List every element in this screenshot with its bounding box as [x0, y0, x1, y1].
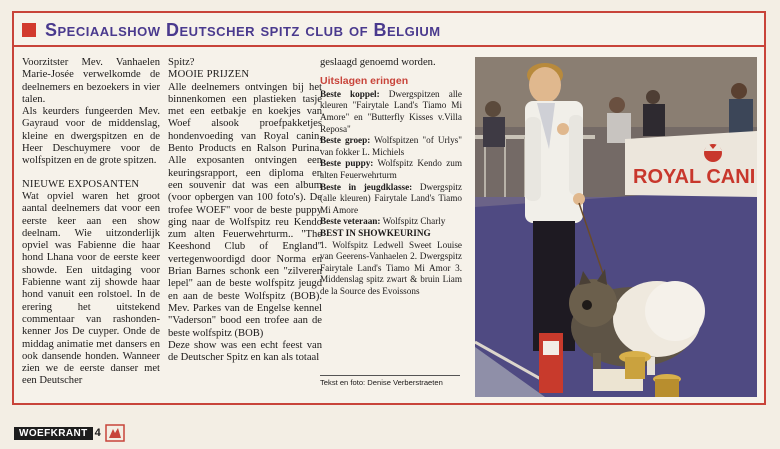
- column-2: [168, 57, 322, 364]
- article-frame: [12, 11, 766, 405]
- magazine-name: WOEFKRANT: [14, 427, 93, 440]
- banner-text: ROYAL CANI: [633, 166, 756, 188]
- results-list: [320, 89, 462, 228]
- intro-paragraph: Voorzitster Mev. Vanhaelen Marie-Josée verwelkomde de deelnemers en bezoekers in vier talen.: [22, 57, 160, 105]
- article-title: Speciaalshow Deutscher spitz club of Belgium: [45, 19, 441, 40]
- show-photo: [475, 57, 757, 397]
- results-heading: Uitslagen eringen: [320, 75, 409, 88]
- title-square-icon: [22, 23, 36, 37]
- best-in-show-text: 1. Wolfspitz Ledwell Sweet Louise van Geerens-Vanhaelen 2. Dwergspitz Fairytale Land's Tiamo Mi Amor 3. Middenslag spitz zwart & bruin Liam de la Source des Evoissons: [320, 239, 462, 296]
- page-footer: [14, 424, 125, 442]
- result-label: Beste koppel:: [320, 88, 380, 99]
- result-label: Beste groep:: [320, 135, 371, 146]
- result-label: Beste in jeugdklasse:: [320, 181, 413, 192]
- result-text: Dwergspitz (alle kleuren) Fairytale Land's Tiamo Mi Amore: [320, 181, 462, 215]
- woefkrant-logo-icon: [105, 424, 125, 442]
- result-item: [320, 89, 462, 135]
- result-text: Wolfspitz Charly: [380, 216, 446, 227]
- result-item: [320, 158, 462, 181]
- best-in-show-heading: BEST IN SHOWKEURING: [320, 228, 431, 239]
- result-text: Dwergspitzen alle kleuren "Fairytale Land's Tiamo Mi Amore" en "Butterfly Kisses v.Villa Reposa": [320, 88, 463, 134]
- result-text: Wolfspitz Kendo zum alten Feuerwehrturm: [320, 158, 463, 181]
- result-label: Beste puppy:: [320, 158, 374, 169]
- section-heading-new-exhibitors: NIEUWE EXPOSANTEN: [22, 178, 140, 190]
- column-1: [22, 57, 160, 388]
- section-heading-prizes: MOOIE PRIJZEN: [168, 69, 250, 81]
- show-photo-illustration: [475, 57, 757, 397]
- result-item: [320, 135, 462, 158]
- result-item: [320, 182, 462, 217]
- photo-credit: Tekst en foto: Denise Verberstraeten: [320, 375, 460, 387]
- continued-text: geslaagd genoemd worden.: [320, 57, 436, 68]
- closing-paragraph: Deze show was een echt feest van de Deutscher Spitz en kan als totaal: [168, 339, 322, 364]
- result-label: Beste veteraan:: [320, 216, 381, 227]
- page-number: 4: [94, 427, 101, 439]
- continued-text: Spitz?: [168, 57, 195, 68]
- title-row: [22, 19, 441, 41]
- result-item: [320, 216, 462, 228]
- judges-paragraph: Als keurders fungeerden Mev. Gayraud voor de middenslag, kleine en dwergspitzen en de Heer Deschuymere voor de wolfspitzen en de grote spitzen.: [22, 106, 160, 167]
- column-3: [320, 57, 462, 298]
- result-text: Wolfspitzen "of Urlys" van fokker L. Michiels: [320, 135, 462, 157]
- new-exhibitors-paragraph: Wat opviel waren het groot aantal deelnemers dat voor een eerste keer aan een show deelnam. Wie uitzonderlijk opviel was Fabienne die haar hond Lhana voor de eerste keer showde. Een uitdaging voor Fabienne want zij showde haar hond vanuit een rolstoel. In de erering het uitstekend commentaar van rashonden-kenner Jos De cuyper. Onde de middag animatie met dansers en ook dansende honden. Wanneer zien we de eerste danser met een Deutscher: [22, 190, 160, 387]
- title-divider: [14, 45, 764, 47]
- prizes-paragraph: Alle deelnemers ontvingen bij het binnenkomen een plastieken tasje met een eetbakje en koekjes van Woef alsook proefpakketjes hondenvoeding van Royal canin, Bento Products en Ralson Purina. Alle exposanten ontvingen een keuringsrapport, een diploma en een souvenir dat was een album (voor opbergen van 100 foto's). De trofee WOEF" voor de beste puppy ging naar de Wolfspitz reu Kendo zum alten Feuerwehrturm.. "The Keeshond Club of England" vertegenwoordigd door Norma en Brian Barnes schonk een "zilveren lepel" aan de beste wolfspitz jeugd en aan de beste Wolfspitz (BOB). Mev. Parkes van de Engelse kennel "Vaderson" bood een trofee aan de beste wolfspitz (BOB): [168, 81, 322, 339]
